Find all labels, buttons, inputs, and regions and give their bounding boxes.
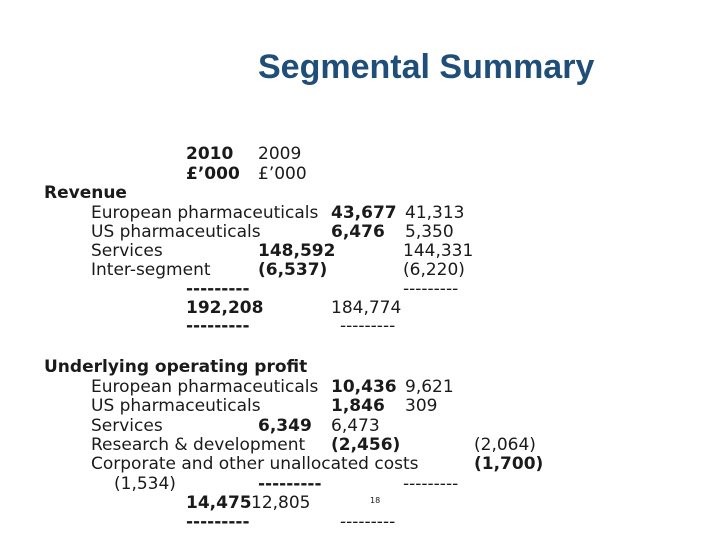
profit-row-2010-value: 6,349: [258, 416, 312, 436]
profit-row-2010-value: 10,436: [331, 377, 397, 397]
revenue-row-label: European pharmaceuticals: [91, 203, 319, 223]
profit-row-label: Services: [91, 416, 163, 436]
revenue-row-2009-value: (6,220): [403, 260, 465, 280]
profit-row-2010-value: (2,456): [331, 435, 401, 455]
profit-row-2010-value: 1,846: [331, 396, 385, 416]
profit-row-label: European pharmaceuticals: [91, 377, 319, 397]
profit-row-2009-value: (2,064): [474, 435, 536, 455]
revenue-row-2009-value: 5,350: [405, 222, 454, 242]
revenue-subtotal-rule-2010: ---------: [186, 279, 250, 299]
page-title: Segmental Summary: [258, 48, 595, 86]
profit-total-2009: 12,805: [251, 493, 311, 513]
profit-subtotal-rule-2009: ---------: [403, 474, 459, 494]
profit-total-rule-2009: ---------: [340, 512, 396, 532]
profit-row-label: Corporate and other unallocated costs: [91, 454, 419, 474]
column-header-2010: 2010: [186, 144, 234, 164]
profit-section-heading: Underlying operating profit: [44, 357, 308, 377]
revenue-row-2009-value: 144,331: [403, 241, 474, 261]
revenue-row-2010-value: 6,476: [331, 222, 385, 242]
profit-row-label: Research & development: [91, 435, 306, 455]
revenue-section-heading: Revenue: [44, 183, 127, 203]
revenue-total-rule-2010: ---------: [186, 316, 250, 336]
profit-subtotal-rule-2010: ---------: [258, 474, 322, 494]
profit-total-rule-2010: ---------: [186, 512, 250, 532]
revenue-total-2010: 192,208: [186, 298, 264, 318]
revenue-row-2010-value: (6,537): [258, 260, 328, 280]
unit-label-2009: £’000: [258, 164, 307, 184]
profit-total-2010: 14,475: [186, 493, 252, 513]
profit-row-2009-value: 309: [405, 396, 438, 416]
profit-row-label: US pharmaceuticals: [91, 396, 261, 416]
revenue-row-2010-value: 43,677: [331, 203, 397, 223]
slide-number: 18: [370, 496, 381, 505]
revenue-total-rule-2009: ---------: [340, 316, 396, 336]
revenue-total-2009: 184,774: [331, 298, 402, 318]
profit-row-2009-value: (1,534): [114, 474, 176, 494]
column-header-2009: 2009: [258, 144, 302, 164]
revenue-row-label: Inter-segment: [91, 260, 211, 280]
revenue-row-label: US pharmaceuticals: [91, 222, 261, 242]
revenue-row-2009-value: 41,313: [405, 203, 465, 223]
profit-row-2009-value: 9,621: [405, 377, 454, 397]
revenue-subtotal-rule-2009: ---------: [403, 279, 459, 299]
profit-row-2010-value: (1,700): [474, 454, 544, 474]
revenue-row-label: Services: [91, 241, 163, 261]
unit-label-2010: £’000: [186, 164, 240, 184]
profit-row-2009-value: 6,473: [331, 416, 380, 436]
revenue-row-2010-value: 148,592: [258, 241, 336, 261]
